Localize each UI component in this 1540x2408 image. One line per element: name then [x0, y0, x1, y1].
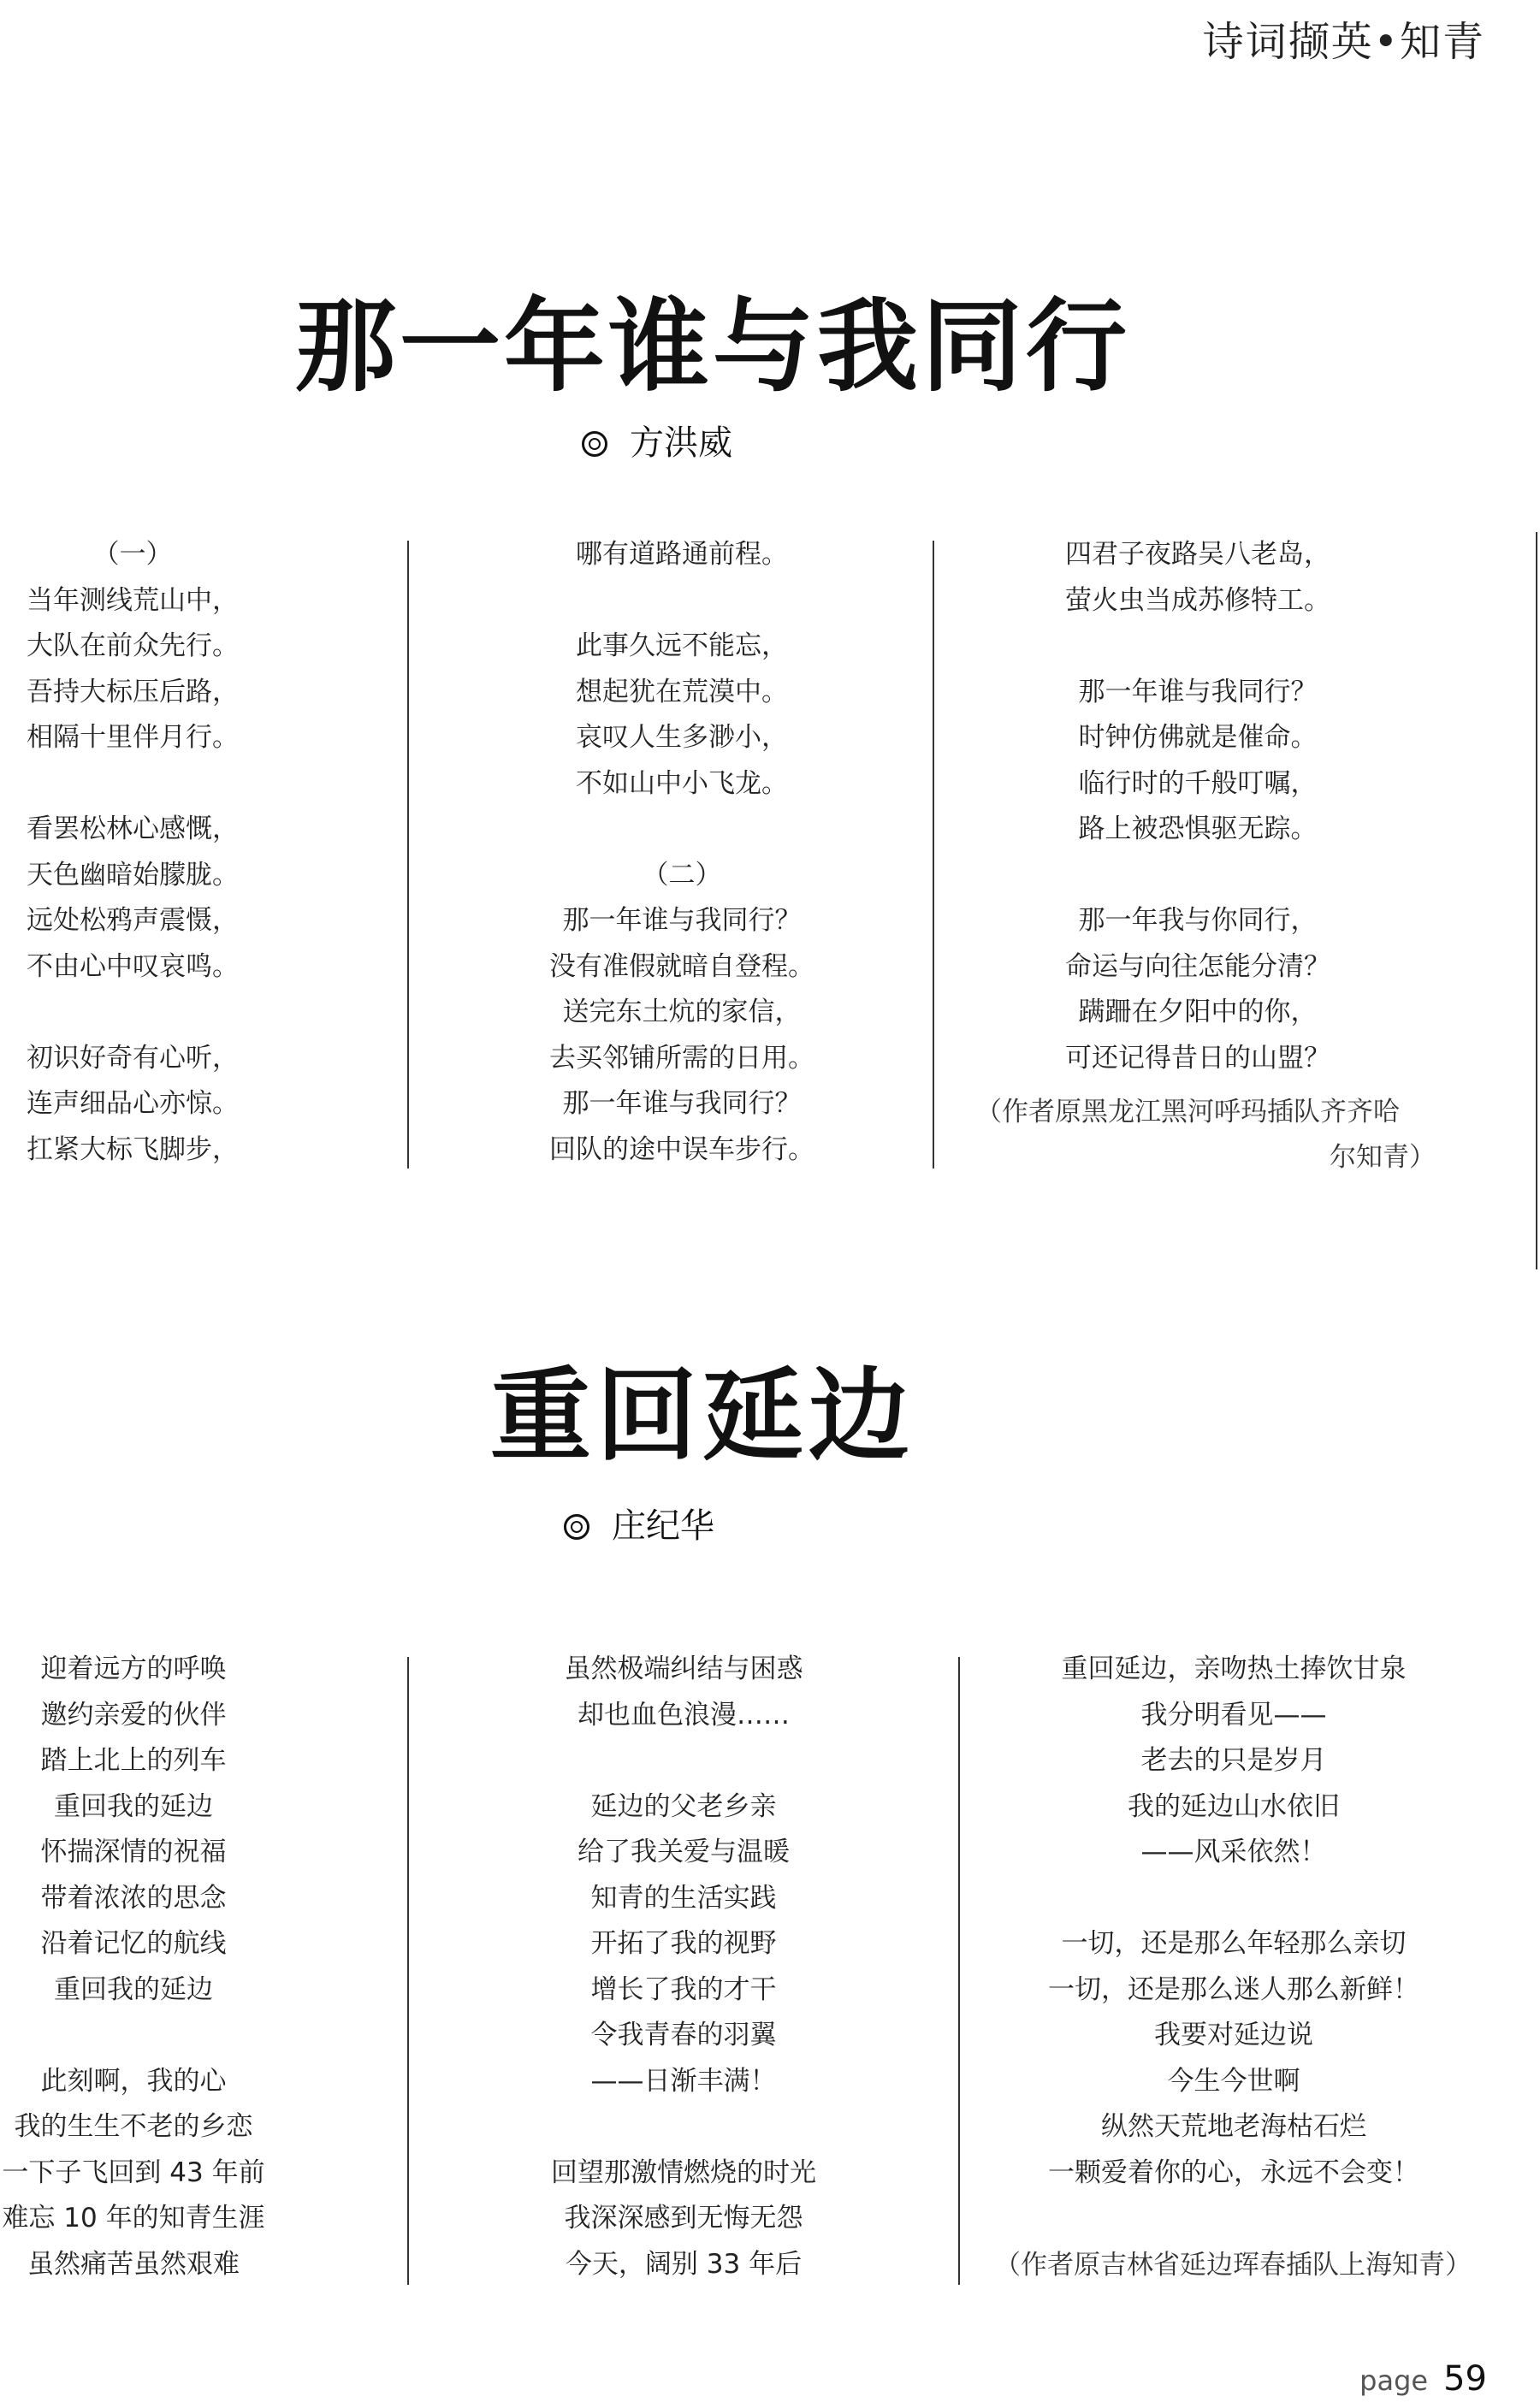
- poem-line: [0, 761, 265, 808]
- poem-line: 那一年我与你同行，: [1078, 905, 1318, 936]
- poem-line: 邀约亲爱的伙伴: [40, 1699, 227, 1731]
- poem-line: 天色幽暗始朦胧。: [27, 859, 239, 890]
- poem2-column-2: [407, 1647, 960, 2287]
- poem-line: 回望那激情燃烧的时光: [551, 2157, 816, 2188]
- poem-line: 令我青春的羽翼: [590, 2020, 777, 2050]
- poem-line: 萤火虫当成苏修特工。: [1065, 584, 1330, 616]
- circle-mark-icon: [564, 1514, 589, 1540]
- poem-line: 一切，还是那么年轻那么亲切: [1061, 1928, 1407, 1959]
- section-header: 诗词撷英•知青: [1202, 18, 1485, 66]
- poem-line: 不由心中叹哀鸣。: [27, 950, 239, 982]
- poem-line: 此事久远不能忘，: [576, 630, 788, 661]
- poem-line: 一下子飞回到 43 年前: [2, 2157, 265, 2188]
- poem-line: ——风采依然！: [1140, 1837, 1327, 1867]
- poem-line: 时钟仿佛就是催命。: [1078, 722, 1318, 753]
- poem-line: 临行时的千般叮嘱，: [1078, 767, 1318, 799]
- poem-line: 命运与向往怎能分清？: [1065, 950, 1330, 982]
- circle-mark-icon: [582, 431, 607, 457]
- poem-line: 初识好奇有心听，: [27, 1042, 239, 1074]
- poem-line: 沿着记忆的航线: [40, 1928, 227, 1959]
- poem-line: 此刻啊，我的心: [40, 2065, 227, 2097]
- poem-line: 扛紧大标飞脚步，: [27, 1133, 239, 1165]
- poem-line: 哀叹人生多渺小，: [576, 722, 788, 753]
- poem1-column-3: [941, 532, 1454, 1081]
- poem-line: 我要对延边说: [1154, 2020, 1313, 2050]
- poem1-column-2: [407, 532, 957, 1173]
- poem2-column-3: [960, 1647, 1507, 2287]
- poem-line: 可还记得昔日的山盟？: [1065, 1042, 1330, 1074]
- page-label: page: [1359, 2364, 1429, 2397]
- poem-line: 四君子夜路吴八老岛，: [1065, 539, 1330, 570]
- poem-title-2: 重回延边: [490, 1357, 915, 1475]
- poem-line: 送完东土炕的家信，: [562, 997, 802, 1027]
- poem-line: 路上被恐惧驱无踪。: [1078, 814, 1318, 844]
- poem-line: 虽然痛苦虽然艰难: [27, 2248, 240, 2280]
- poem-line: 一切，还是那么迷人那么新鲜！: [1048, 1973, 1419, 2005]
- poem-line: 不如山中小飞龙。: [576, 767, 788, 799]
- margin-rule: [1536, 532, 1537, 1269]
- poem-line: 迎着远方的呼唤: [40, 1654, 227, 1684]
- poem-line: 老去的只是岁月: [1140, 1745, 1327, 1776]
- poem-line: 没有准假就暗自登程。: [549, 950, 814, 982]
- poem-line: （二）: [642, 859, 722, 890]
- poem-line: 延边的父老乡亲: [590, 1790, 777, 1822]
- poem-line: 远处松鸦声震慑，: [27, 905, 239, 936]
- poem-line: [407, 2104, 960, 2151]
- poem-line: （一）: [92, 539, 173, 570]
- poem-line: 大队在前众先行。: [27, 630, 239, 661]
- poem-byline-2: [564, 1499, 714, 1547]
- poem-line: 增长了我的才干: [590, 1973, 777, 2005]
- poem-line: 那一年谁与我同行？: [1078, 676, 1318, 707]
- poem-line: 回队的途中误车步行。: [549, 1133, 814, 1165]
- poem-line: 难忘 10 年的知青生涯: [2, 2203, 265, 2233]
- poem-line: 重回延边，亲吻热土捧饮甘泉: [1061, 1654, 1407, 1684]
- poem-line: 去买邻铺所需的日用。: [549, 1042, 814, 1074]
- poem-line: ——日渐丰满！: [590, 2065, 777, 2097]
- poem-line: 怀揣深情的祝福: [40, 1837, 227, 1867]
- poem-line: [0, 2013, 267, 2059]
- poem-line: 吾持大标压后路，: [27, 676, 239, 707]
- poem-line: [407, 578, 957, 624]
- author-name: 方洪威: [630, 423, 732, 463]
- poem-line: [960, 1876, 1507, 1922]
- poem-line: 却也血色浪漫……: [578, 1699, 790, 1731]
- author-note-line-1: （作者原黑龙江黑河呼玛插队齐齐哈: [975, 1097, 1400, 1127]
- poem-line: 我深深感到无悔无怨: [564, 2203, 803, 2233]
- poem-line: 开拓了我的视野: [590, 1928, 777, 1959]
- author-name: 庄纪华: [612, 1506, 714, 1546]
- poem-line: [941, 853, 1454, 899]
- poem-line: [407, 1738, 960, 1784]
- poem-line: [960, 2196, 1507, 2242]
- poem-line: [941, 624, 1454, 670]
- poem-title-1: 那一年谁与我同行: [295, 287, 1131, 405]
- poem1-column-1: [0, 532, 265, 1173]
- poem-line: 今生今世啊: [1167, 2065, 1300, 2097]
- column-divider: [933, 541, 934, 1169]
- poem-line: 重回我的延边: [54, 1790, 213, 1822]
- poem-line: 今天，阔别 33 年后: [565, 2248, 803, 2280]
- poem-byline-1: [582, 416, 732, 464]
- poem-line: 蹒跚在夕阳中的你，: [1078, 997, 1318, 1027]
- poem-line: 知青的生活实践: [590, 1882, 777, 1914]
- poem-line: 纵然天荒地老海枯石烂: [1101, 2111, 1366, 2142]
- poem-line: [0, 990, 265, 1036]
- poem-line: 带着浓浓的思念: [40, 1882, 227, 1914]
- poem-line: 看罢松林心感慨，: [27, 814, 239, 844]
- author-note: （作者原吉林省延边珲春插队上海知青）: [994, 2250, 1472, 2281]
- poem-line: 想起犹在荒漠中。: [576, 676, 788, 707]
- poem-line: 我的延边山水依旧: [1128, 1790, 1340, 1822]
- poem-line: 那一年谁与我同行？: [562, 905, 802, 936]
- poem-line: 虽然极端纠结与困惑: [564, 1654, 803, 1684]
- poem-line: 重回我的延边: [54, 1973, 213, 2005]
- page-footer: [1359, 2359, 1487, 2408]
- poem-line: 给了我关爱与温暖: [578, 1837, 790, 1867]
- poem2-column-1: [0, 1647, 267, 2287]
- poem-line: 那一年谁与我同行？: [562, 1088, 802, 1119]
- poem-line: 一颗爱着你的心，永远不会变！: [1048, 2157, 1419, 2188]
- page-number: 59: [1443, 2359, 1487, 2399]
- author-note-line-2: 尔知青）: [1330, 1142, 1436, 1173]
- poem-line: 连声细品心亦惊。: [27, 1088, 239, 1119]
- poem-line: 我的生生不老的乡恋: [14, 2111, 253, 2142]
- poem-line: 哪有道路通前程。: [576, 539, 788, 570]
- poem-line: 我分明看见——: [1140, 1699, 1327, 1731]
- poem-line: 当年测线荒山中，: [27, 584, 239, 616]
- poem-line: 相隔十里伴月行。: [27, 722, 239, 753]
- poem-line: 踏上北上的列车: [40, 1745, 227, 1776]
- poem-line: [407, 807, 957, 853]
